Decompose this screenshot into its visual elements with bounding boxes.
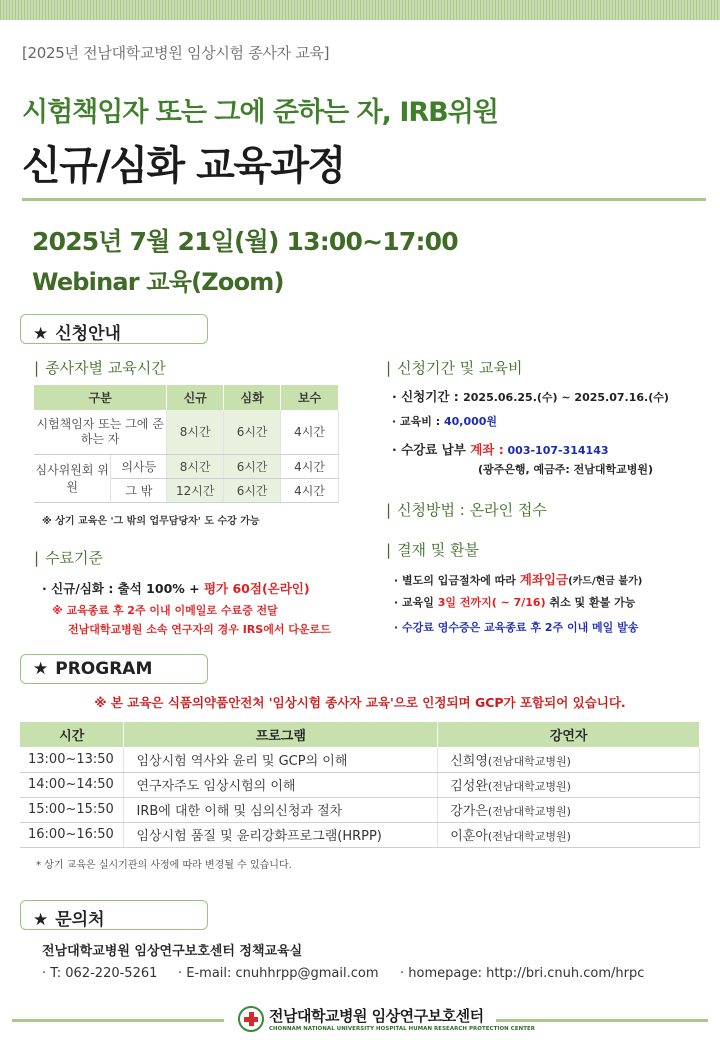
method-heading: | 신청방법 : 온라인 접수 <box>386 501 547 519</box>
session-time: 15:00~15:50 <box>20 797 124 822</box>
contact-homepage[interactable]: · homepage: http://bri.cnuh.com/hrpc <box>400 966 645 981</box>
speaker-org: (전남대학교병원) <box>487 805 571 818</box>
table-row <box>20 747 700 772</box>
row-group-label: 시험책임자 또는 그에 준하는 자 <box>34 410 167 454</box>
table-row <box>20 797 700 822</box>
completion-criteria <box>42 579 310 597</box>
session-speaker <box>438 797 700 822</box>
footer-line-left <box>12 1019 224 1022</box>
table-row <box>34 454 339 478</box>
payment-account-label: · 수강료 납부 <box>392 442 471 457</box>
speaker-org: (전남대학교병원) <box>487 830 571 843</box>
account-bank-info: (광주은행, 예금주: 전남대학교병원) <box>478 463 654 476</box>
hours-value: 4시간 <box>281 410 339 454</box>
session-speaker <box>438 822 700 847</box>
logo-korean-name: 전남대학교병원 임상연구보호센터 <box>269 1007 484 1025</box>
apply-period-label: · 신청기간 : <box>392 389 464 404</box>
section-contact-label: 문의처 <box>55 910 105 930</box>
row-sub-label: 의사등 <box>111 454 167 478</box>
refund-transfer: 계좌입금 <box>519 572 569 587</box>
section-contact-heading <box>20 900 208 930</box>
refund-line2-suffix: 취소 및 환불 가능 <box>545 596 636 609</box>
apply-period-value: 2025.06.25.(수) ~ 2025.07.16.(수) <box>463 391 669 404</box>
hours-value: 6시간 <box>224 410 281 454</box>
speaker-name: 이훈아 <box>450 829 488 844</box>
star-icon: ★ <box>33 324 49 344</box>
top-decorative-band <box>0 0 720 20</box>
hours-note: ※ 상기 교육은 '그 밖의 업무담당자' 도 수강 가능 <box>42 516 260 527</box>
program-change-note: * 상기 교육은 실시기관의 사정에 따라 변경될 수 있습니다. <box>36 860 292 871</box>
certificate-note: ※ 교육종료 후 2주 이내 이메일로 수료증 전달 <box>52 604 278 617</box>
star-icon: ★ <box>33 910 49 930</box>
hours-value: 6시간 <box>224 478 281 502</box>
speaker-org: (전남대학교병원) <box>487 754 571 768</box>
refund-deadline-date: 3일 전까지( ~ 7/16) <box>437 596 546 609</box>
account-label-red: 계좌 : <box>470 442 504 457</box>
hours-value: 12시간 <box>167 478 224 502</box>
contact-phone: · T: 062-220-5261 <box>42 966 158 981</box>
program-col-program: 프로그램 <box>124 722 438 747</box>
star-icon: ★ <box>33 659 49 679</box>
method-heading-label: 신청방법 : 온라인 접수 <box>397 501 547 519</box>
hours-col-category: 구분 <box>34 385 167 410</box>
course-title: 신규/심화 교육과정 <box>22 143 345 189</box>
hours-table-header <box>34 385 339 410</box>
refund-deadline <box>394 594 635 610</box>
section-program-heading <box>20 654 208 684</box>
refund-heading-label: 결재 및 환불 <box>397 541 480 559</box>
header-divider <box>22 198 706 201</box>
program-col-time: 시간 <box>20 722 124 747</box>
program-accreditation-note: ※ 본 교육은 식품의약품안전처 '임상시험 종사자 교육'으로 인정되며 GCP가 포함되어 있습니다. <box>94 695 626 710</box>
session-title: IRB에 대한 이해 및 심의신청과 절차 <box>124 797 438 822</box>
refund-payment-method <box>394 570 642 588</box>
session-title: 임상시험 품질 및 윤리강화프로그램(HRPP) <box>124 822 438 847</box>
hours-value: 6시간 <box>224 454 281 478</box>
speaker-name: 김성완 <box>450 779 488 794</box>
hours-value: 8시간 <box>167 454 224 478</box>
refund-line2-prefix: · 교육일 <box>394 596 438 609</box>
hours-heading-label: 종사자별 교육시간 <box>45 359 166 377</box>
session-time: 14:00~14:50 <box>20 772 124 797</box>
speaker-name: 강가은 <box>450 804 488 819</box>
completion-heading: | 수료기준 <box>34 549 104 567</box>
program-table <box>20 722 700 848</box>
program-table-header <box>20 722 700 747</box>
hours-col-new: 신규 <box>167 385 224 410</box>
table-row <box>20 822 700 847</box>
table-row <box>20 772 700 797</box>
row-group-label: 심사위원회 위원 <box>34 454 111 502</box>
session-title: 연구자주도 임상시험의 이해 <box>124 772 438 797</box>
criteria-evaluation: 평가 60점(온라인) <box>203 581 310 596</box>
period-heading-label: 신청기간 및 교육비 <box>397 359 523 377</box>
logo-english-name: CHONNAM NATIONAL UNIVERSITY HOSPITAL HUMAN RESEARCH PROTECTION CENTER <box>269 1026 536 1032</box>
section-apply-label: 신청안내 <box>55 324 121 344</box>
center-logo <box>238 1005 535 1032</box>
course-format: Webinar 교육(Zoom) <box>32 268 284 296</box>
section-program-label: PROGRAM <box>55 659 153 679</box>
target-audience-title: 시험책임자 또는 그에 준하는 자, IRB위원 <box>22 97 498 128</box>
criteria-attendance: · 신규/심화 : 출석 100% + <box>42 581 204 596</box>
section-apply-heading <box>20 314 208 344</box>
session-speaker <box>438 747 700 772</box>
session-speaker <box>438 772 700 797</box>
refund-line1-suffix: (카드/현금 불가) <box>568 576 643 587</box>
certificate-download-note: 전남대학교병원 소속 연구자의 경우 IRS에서 다운로드 <box>68 623 331 636</box>
hours-table <box>34 385 339 503</box>
contact-organization: 전남대학교병원 임상연구보호센터 정책교육실 <box>42 944 303 959</box>
receipt-note: · 수강료 영수증은 교육종료 후 2주 이내 메일 발송 <box>394 621 639 634</box>
hours-col-advanced: 심화 <box>224 385 281 410</box>
payment-account <box>392 440 609 458</box>
hospital-cross-icon <box>238 1006 264 1032</box>
hours-value: 8시간 <box>167 410 224 454</box>
hours-col-refresher: 보수 <box>281 385 339 410</box>
speaker-org: (전남대학교병원) <box>487 780 571 793</box>
course-date: 2025년 7월 21일(월) 13:00~17:00 <box>32 227 458 256</box>
contact-email[interactable]: · E-mail: cnuhhrpp@gmail.com <box>178 966 379 981</box>
table-row <box>34 410 339 454</box>
apply-period <box>392 387 669 405</box>
course-fee-label: · 교육비 : <box>392 415 444 428</box>
refund-heading: | 결재 및 환불 <box>386 541 480 559</box>
session-title: 임상시험 역사와 윤리 및 GCP의 이해 <box>124 747 438 772</box>
completion-heading-label: 수료기준 <box>45 549 104 567</box>
session-time: 13:00~13:50 <box>20 747 124 772</box>
course-series-label: [2025년 전남대학교병원 임상시험 종사자 교육] <box>22 44 330 62</box>
program-col-speaker: 강연자 <box>438 722 700 747</box>
refund-line1-prefix: · 별도의 입금절차에 따라 <box>394 574 520 587</box>
speaker-name: 신희영 <box>450 753 488 769</box>
course-fee <box>392 413 497 429</box>
hours-value: 4시간 <box>281 454 339 478</box>
account-number: 003-107-314143 <box>503 444 609 457</box>
period-heading: | 신청기간 및 교육비 <box>386 359 523 377</box>
hours-value: 4시간 <box>281 478 339 502</box>
hours-heading: | 종사자별 교육시간 <box>34 359 166 377</box>
session-time: 16:00~16:50 <box>20 822 124 847</box>
course-fee-value: 40,000원 <box>443 415 498 428</box>
row-sub-label: 그 밖 <box>111 478 167 502</box>
